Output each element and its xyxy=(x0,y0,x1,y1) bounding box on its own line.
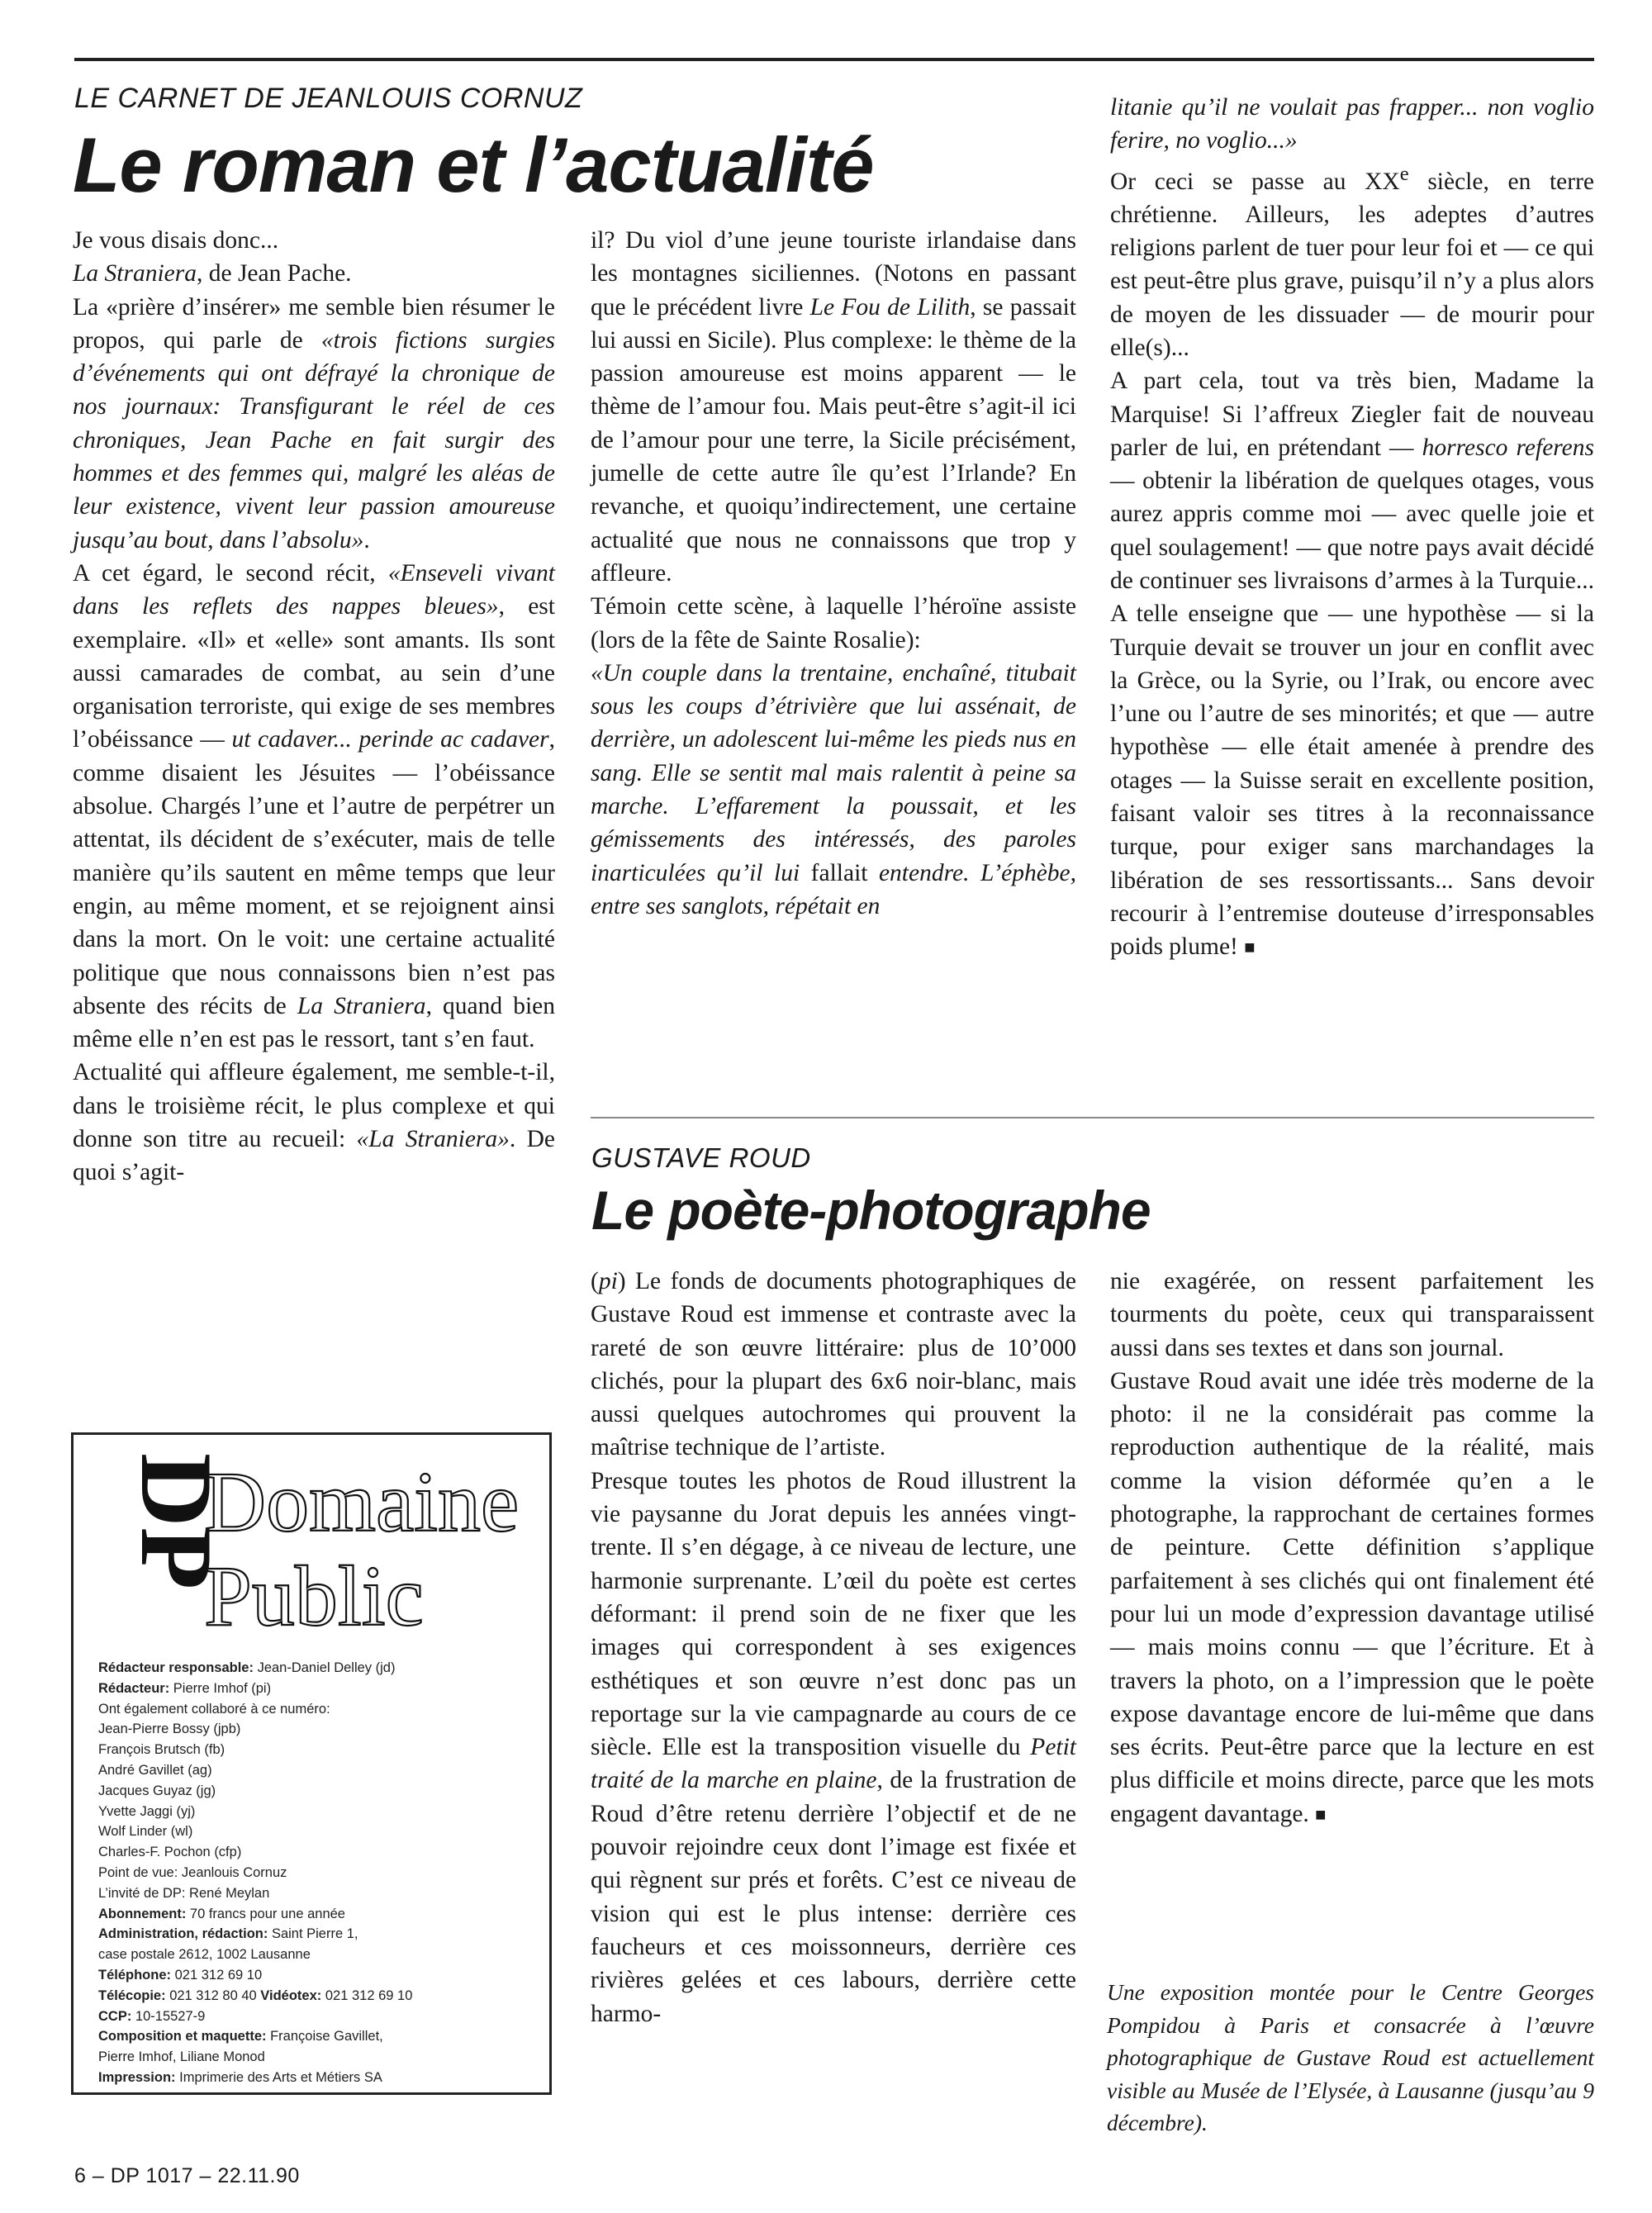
staff-line: Wolf Linder (wl) xyxy=(98,1824,193,1840)
staff-line: L’invité de DP: René Meylan xyxy=(98,1885,270,1901)
article1-col1-paragraph: La «prière d’insérer» me semble bien résumer le propos, qui parle de «trois fictions surgies d’événements qui ont défrayé la chronique de nos journaux: Transfigurant le réel de ces chroniques, Jean Pache en fait surgir des hommes et des femmes qui, malgré les aléas de leur existence, vivent leur passion amoureuse jusqu’au bout, dans l’absolu». xyxy=(73,293,555,553)
staff-line: CCP: 10-15527-9 xyxy=(98,2008,206,2024)
staff-line: Jacques Guyaz (jg) xyxy=(98,1783,216,1798)
top-rule xyxy=(74,58,1594,61)
article2-col1-paragraph: (pi) Le fonds de documents photographiques de Gustave Roud est immense et contraste avec la rareté de son œuvre littéraire: plus de 10’000 clichés, pour la plupart des 6x6 noir-blanc, mais aussi quelques autochromes qui prouvent la maîtrise technique de l’artiste. xyxy=(591,1268,1076,1461)
article1-column-2 xyxy=(591,224,1076,923)
staff-line: Yvette Jaggi (yj) xyxy=(98,1803,196,1819)
article2-column-1 xyxy=(591,1265,1076,2030)
staff-line: Téléphone: 021 312 69 10 xyxy=(98,1967,263,1983)
article-separator xyxy=(591,1117,1594,1118)
article2-kicker: GUSTAVE ROUD xyxy=(591,1142,811,1173)
logo-line-domaine: Domaine xyxy=(204,1455,520,1550)
dp-logo-text: DP xyxy=(120,1453,233,1590)
page-footer: 6 – DP 1017 – 22.11.90 xyxy=(74,2164,300,2187)
article1-kicker: LE CARNET DE JEANLOUIS CORNUZ xyxy=(74,83,583,114)
staff-line: Jean-Pierre Bossy (jpb) xyxy=(98,1721,241,1737)
staff-line: Point de vue: Jeanlouis Cornuz xyxy=(98,1864,287,1880)
article1-col3-paragraph: litanie qu’il ne voulait pas frapper... non voglio ferire, no voglio...» xyxy=(1110,94,1594,154)
staff-line: case postale 2612, 1002 Lausanne xyxy=(98,1947,311,1963)
article1-col1-paragraph: Actualité qui affleure également, me semble-t-il, dans le troisième récit, le plus complexe et qui donne son titre au recueil: «La Straniera». De quoi s’agit- xyxy=(73,1059,555,1186)
article1-col3-paragraph: A part cela, tout va très bien, Madame la Marquise! Si l’affreux Ziegler fait de nouveau parler de lui, en prétendant — horresco referens — obtenir la libération de quelques otages, vous aurez appris comme moi — avec quelle joie et quel soulagement! — que notre pays avait décidé de continuer ses livraisons d’armes à la Turquie... A telle enseigne que — une hypothèse — si la Turquie devait se trouver un jour en conflit avec la Grèce, ou la Syrie, ou l’Irak, ou encore avec l’une ou l’autre de ses minorités; et que — autre hypothèse — elle était amenée à prendre des otages — la Suisse serait en excellente position, faisant valoir ses titres à la reconnaissance turque, pour exiger sans marchandages la libération de ses ressortissants... Sans devoir recourir à l’entremise douteuse d’irresponsables poids plume! ■ xyxy=(1110,368,1594,961)
article1-col2-paragraph: Témoin cette scène, à laquelle l’héroïne assiste (lors de la fête de Sainte Rosalie): xyxy=(591,593,1076,653)
staff-line: Administration, rédaction: Saint Pierre 1, xyxy=(98,1926,358,1942)
staff-line: Rédacteur responsable: Jean-Daniel Delley (jd) xyxy=(98,1660,396,1675)
staff-line: André Gavillet (ag) xyxy=(98,1762,212,1778)
staff-line: Impression: Imprimerie des Arts et Métiers SA xyxy=(98,2069,382,2085)
article1-title: Le roman et l’actualité xyxy=(73,121,874,208)
staff-line: Charles-F. Pochon (cfp) xyxy=(98,1845,242,1860)
staff-line: Ont également collaboré à ce numéro: xyxy=(98,1701,330,1717)
staff-list xyxy=(98,1658,544,2088)
logo-line-public: Public xyxy=(204,1549,424,1644)
article1-col1-paragraph: A cet égard, le second récit, «Enseveli vivant dans les reflets des nappes bleues», est exemplaire. «Il» et «elle» sont amants. Ils sont aussi camarades de combat, au sein d’une organisation terroriste, qui exige de ses membres l’obéissance — ut cadaver... perinde ac cadaver, comme disaient les Jésuites — l’obéissance absolue. Chargés l’une et l’autre de perpétrer un attentat, ils décident de s’exécuter, mais de telle manière qu’ils sautent en même temps que leur engin, au même moment, et se rejoignent ainsi dans la mort. On le voit: une certaine actualité politique que nous connaissons bien n’est pas absente des récits de La Straniera, quand bien même elle n’en est pas le ressort, tant s’en faut. xyxy=(73,559,555,1053)
article2-col1-paragraph: Presque toutes les photos de Roud illustrent la vie paysanne du Jorat depuis les années vingt-trente. Il s’en dégage, à ce niveau de lecture, une harmonie surprenante. L’œil du poète est certes déformant: il prend soin de ne fixer que les images qui correspondent à ses exigences esthétiques et son œuvre n’est donc pas un reportage sur la vie campagnarde au cours de ce siècle. Elle est la transposition visuelle du Petit traité de la marche en plaine, de la frustration de Roud d’être retenu derrière l’objectif et de ne pouvoir rejoindre ceux dont l’image est fixée et qui règnent sur prés et forêts. C’est ce niveau de vision qui est le plus intense: derrière ces faucheurs et ces moissonneurs, derrière ces rivières gelées et ces labours, derrière cette harmo- xyxy=(591,1467,1076,2027)
article2-col2-paragraph: nie exagérée, on ressent parfaitement les tourments du poète, ceux qui transparaissent aussi dans ses textes et dans son journal. xyxy=(1110,1268,1594,1361)
staff-line: Rédacteur: Pierre Imhof (pi) xyxy=(98,1680,272,1696)
article1-column-1 xyxy=(73,224,555,1190)
staff-line: Abonnement: 70 francs pour une année xyxy=(98,1906,345,1921)
staff-line: Pierre Imhof, Liliane Monod xyxy=(98,2049,265,2065)
exhibition-note: Une exposition montée pour le Centre Georges Pompidou à Paris et consacrée à l’œuvre photographique de Gustave Roud est actuellement visible au Musée de l’Elysée, à Lausanne (jusqu’au 9 décembre). xyxy=(1107,1979,1594,2135)
article1-col2-paragraph: «Un couple dans la trentaine, enchaîné, titubait sous les coups d’étrivière que lui assénait, de derrière, un adolescent lui-même les pieds nus en sang. Elle se sentit mal mais ralentit à peine sa marche. L’effarement la poussait, et les gémissements des intéressés, des paroles inarticulées qu’il lui fallait entendre. L’éphèbe, entre ses sanglots, répétait en xyxy=(591,659,1077,919)
dp-logo-icon xyxy=(80,1448,233,1655)
staff-line: Composition et maquette: Françoise Gavillet, xyxy=(98,2029,383,2044)
article1-column-3 xyxy=(1110,91,1594,965)
masthead-box xyxy=(71,1432,552,2095)
domaine-public-logo xyxy=(199,1441,546,1648)
staff-line: Télécopie: 021 312 80 40 Vidéotex: 021 312 69 10 xyxy=(98,1987,413,2003)
article2-title: Le poète-photographe xyxy=(591,1180,1151,1241)
article1-col1-paragraph: La Straniera, de Jean Pache. xyxy=(73,260,352,287)
article1-col2-paragraph: il? Du viol d’une jeune touriste irlandaise dans les montagnes siciliennes. (Notons en passant que le précédent livre Le Fou de Lilith, se passait lui aussi en Sicile). Plus complexe: le thème de la passion amoureuse est moins apparent — le thème de l’amour fou. Mais peut-être s’agit-il ici de l’amour pour une terre, la Sicile précisément, jumelle de cette autre île qu’est l’Irlande? En revanche, et quoiqu’indirectement, une certaine actualité que nous ne connaissons que trop y affleure. xyxy=(591,227,1076,586)
staff-line: François Brutsch (fb) xyxy=(98,1742,225,1758)
article2-column-2 xyxy=(1110,1265,1594,1831)
article2-col2-paragraph: Gustave Roud avait une idée très moderne de la photo: il ne la considérait pas comme la reproduction authentique de la réalité, mais comme la vision déformée qu’en a le photographe, la rapprochant de certaines formes de peinture. Cette définition s’applique parfaitement à ses clichés qui ont finalement été pour lui un mode d’expression davantage utilisé — mais moins connu — que l’écriture. Et à travers la photo, on a l’impression que le poète expose davantage encore de lui-même que dans ses écrits. Peut-être parce que la lecture en est plus difficile et moins directe, parce que les mots engagent davantage. ■ xyxy=(1110,1367,1594,1827)
article1-col1-paragraph: Je vous disais donc... xyxy=(73,227,279,254)
article1-col3-paragraph: Or ceci se passe au XXe siècle, en terre chrétienne. Ailleurs, les adeptes d’autres religions parlent de tuer pour leur foi et — ce qui est peut-être plus grave, puisqu’il n’y a plus alors de moyen de les dissuader — de mourir pour elle(s)... xyxy=(1110,162,1595,361)
